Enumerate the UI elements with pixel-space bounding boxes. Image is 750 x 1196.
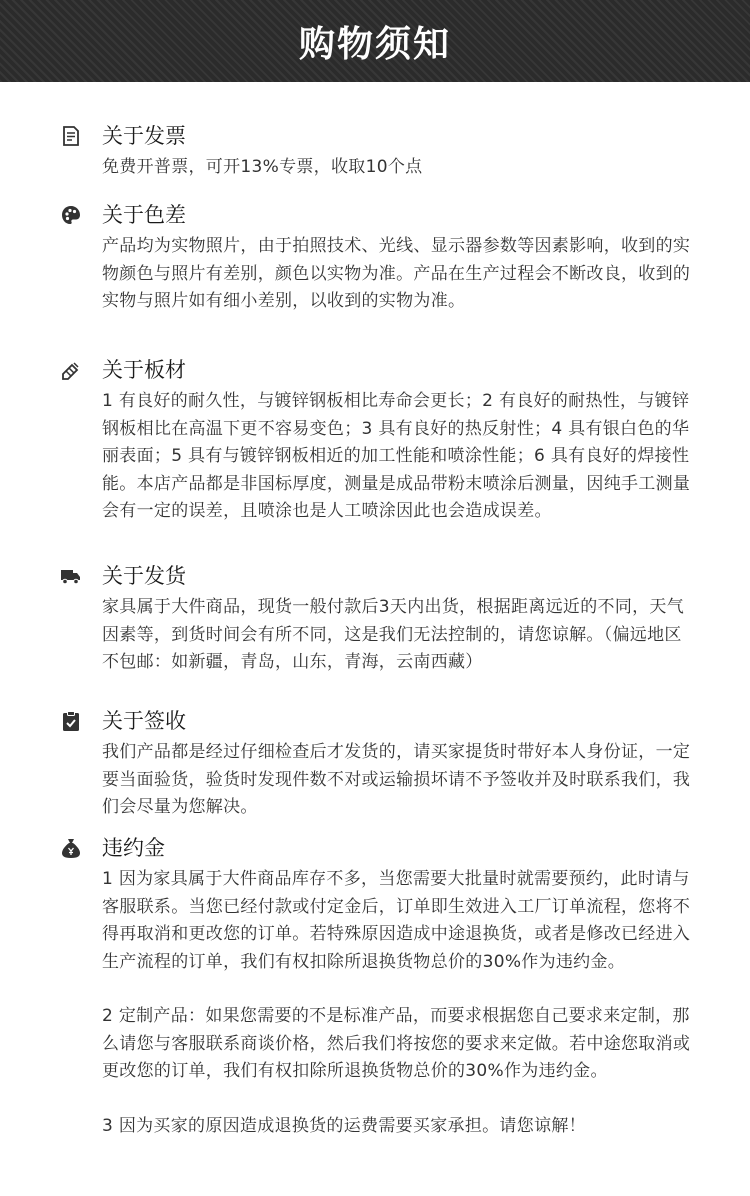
material-icon bbox=[60, 359, 82, 381]
invoice-icon bbox=[60, 125, 82, 147]
section-color-difference bbox=[0, 199, 750, 316]
section-invoice bbox=[0, 120, 750, 182]
section-text: 产品均为实物照片，由于拍照技术、光线、显示器参数等因素影响，收到的实物颜色与照片有差别，颜色以实物为准。产品在生产过程会不断改良，收到的实物与照片如有细小差别，以收到的实物为准。 bbox=[102, 236, 691, 311]
header-banner bbox=[0, 0, 750, 82]
section-text: 我们产品都是经过仔细检查后才发货的，请买家提货时带好本人身份证，一定要当面验货，验货时发现件数不对或运输损坏请不予签收并及时联系我们，我们会尽量为您解决。 bbox=[102, 742, 691, 817]
section-text: 1 有良好的耐久性，与镀锌钢板相比寿命会更长；2 有良好的耐热性，与镀锌钢板相比在高温下更不容易变色；3 具有良好的热反射性；4 具有银白色的华丽表面；5 具有与镀锌钢板相近的加工性能和喷涂性能；6 具有良好的焊接性能。本店产品都是非国标厚度，测量是成品带粉末喷涂后测量，因纯手工测量会有一定的误差，且喷涂也是人工喷涂因此也会造成误差。 bbox=[102, 391, 691, 521]
section-penalty bbox=[0, 832, 750, 1140]
section-receipt bbox=[0, 705, 750, 822]
section-text: 免费开普票，可开13%专票，收取10个点 bbox=[102, 157, 423, 177]
section-text: 1 因为家具属于大件商品库存不多，当您需要大批量时就需要预约，此时请与客服联系。当您已经付款或付定金后，订单即生效进入工厂订单流程，您将不得再取消和更改您的订单。若特殊原因造成中途退换货，或者是修改已经进入生产流程的订单，我们有权扣除所退换货物总价的30%作为违约金。 bbox=[102, 869, 691, 972]
truck-icon bbox=[60, 565, 82, 587]
money-bag-icon bbox=[60, 837, 82, 859]
section-material bbox=[0, 354, 750, 526]
page-title: 购物须知 bbox=[298, 23, 451, 65]
section-title: 关于发票 bbox=[102, 124, 186, 148]
section-shipping bbox=[0, 560, 750, 677]
section-text: 家具属于大件商品，现货一般付款后3天内出货，根据距离远近的不同，天气因素等，到货时间会有所不同，这是我们无法控制的，请您谅解。（偏远地区不包邮：如新疆，青岛，山东，青海，云南西藏） bbox=[102, 597, 685, 672]
section-text: 2 定制产品：如果您需要的不是标准产品，而要求根据您自己要求来定制，那么请您与客服联系商谈价格，然后我们将按您的要求来定做。若中途您取消或更改您的订单，我们有权扣除所退换货物总价的30%作为违约金。 bbox=[102, 1006, 691, 1081]
section-title: 违约金 bbox=[102, 836, 165, 860]
section-title: 关于签收 bbox=[102, 709, 186, 733]
section-title: 关于板材 bbox=[102, 358, 186, 382]
palette-icon bbox=[60, 204, 82, 226]
section-text: 3 因为买家的原因造成退换货的运费需要买家承担。请您谅解！ bbox=[102, 1115, 586, 1136]
section-title: 关于发货 bbox=[102, 564, 186, 588]
section-title: 关于色差 bbox=[102, 203, 186, 227]
clipboard-check-icon bbox=[60, 710, 82, 732]
